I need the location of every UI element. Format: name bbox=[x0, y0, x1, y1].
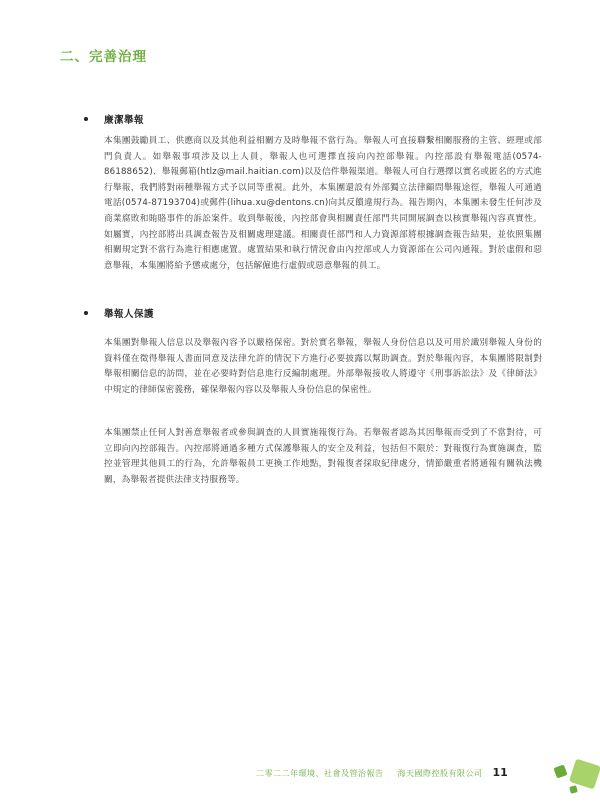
footer-company-name: 海天國際控股有限公司 bbox=[397, 769, 483, 778]
bullet-icon bbox=[84, 311, 88, 315]
section-title: 二、完善治理 bbox=[60, 49, 147, 65]
protection-heading bbox=[84, 306, 154, 320]
page-number: 11 bbox=[492, 766, 508, 779]
page-footer bbox=[256, 766, 508, 779]
protection-paragraph-1: 本集團對舉報人信息以及舉報內容予以嚴格保密。對於實名舉報，舉報人身份信息以及可用於識別舉報人身份的資料僅在徵得舉報人書面同意及法律允許的情況下方進行必要披露以幫助調查。對於舉報內容，本集團將限制對舉報相關信息的訪問，並在必要時對信息進行反編制處理。外部舉報接收人將遵守《刑事訴訟法》及《律師法》中規定的律師保密義務，確保舉報內容以及舉報人身份信息的保密性。 bbox=[104, 338, 542, 395]
small-cube-shape bbox=[553, 764, 567, 778]
whistleblowing-heading-text: 廉潔舉報 bbox=[104, 115, 145, 126]
protection-paragraph-2: 本集團禁止任何人對善意舉報者或參與調查的人員實施報復行為。若舉報者認為其因舉報而受到了不當對待，可立即向內控部報告。內控部將通過多種方式保護舉報人的安全及利益，包括但不限於：對報復行為實施調查，監控並管理其他員工的行為，允許舉報員工更換工作地點，對報復者採取紀律處分，情節嚴重者將通報有關執法機關，為舉報者提供法律支持服務等。 bbox=[104, 428, 542, 485]
green-cubes-decoration bbox=[552, 758, 600, 798]
whistleblowing-heading bbox=[84, 112, 144, 126]
bullet-icon bbox=[84, 117, 88, 121]
protection-heading-text: 舉報人保護 bbox=[104, 309, 155, 320]
whistleblowing-paragraph: 本集團鼓勵員工、供應商以及其他利益相關方及時舉報不當行為。舉報人可直接聯繫相關服務的主管、經理或部門負責人。如舉報事項涉及以上人員，舉報人也可選擇直接向內控部舉報。內控部設有舉報電話(0574-86188652)、舉報郵箱(htlz@mail.haitian.com)以及信件舉報渠道。舉報人可自行選擇以實名或匿名的方式進行舉報，我們將對兩種舉報方式予以同等重視。此外，本集團還設有外部獨立法律顧問舉報途徑，舉報人可通過電話(0574-87193704)或郵件(lihua.xu@dentons.cn)向其反饋違規行為。報告期內，本集團未發生任何涉及商業腐敗和賄賂事件的訴訟案件。收到舉報後，內控部會與相關責任部門共同開展調查以核實舉報內容真實性。如屬實，內控部將出具調查報告及相關處理建議。相關責任部門和人力資源部將根據調查報告結果，並依照集團相關規定對不當行為進行相應處置。處置結果和執行情況會由內控部或人力資源部在公司內通報。對於虛假和惡意舉報，本集團將給予懲戒處分，包括解僱進行虛假或惡意舉報的員工。 bbox=[104, 136, 542, 271]
tiny-cube-shape bbox=[569, 785, 578, 794]
footer-report-title: 二零二二年環境、社會及管治報告 bbox=[256, 769, 384, 778]
large-cube-shape bbox=[569, 759, 600, 790]
